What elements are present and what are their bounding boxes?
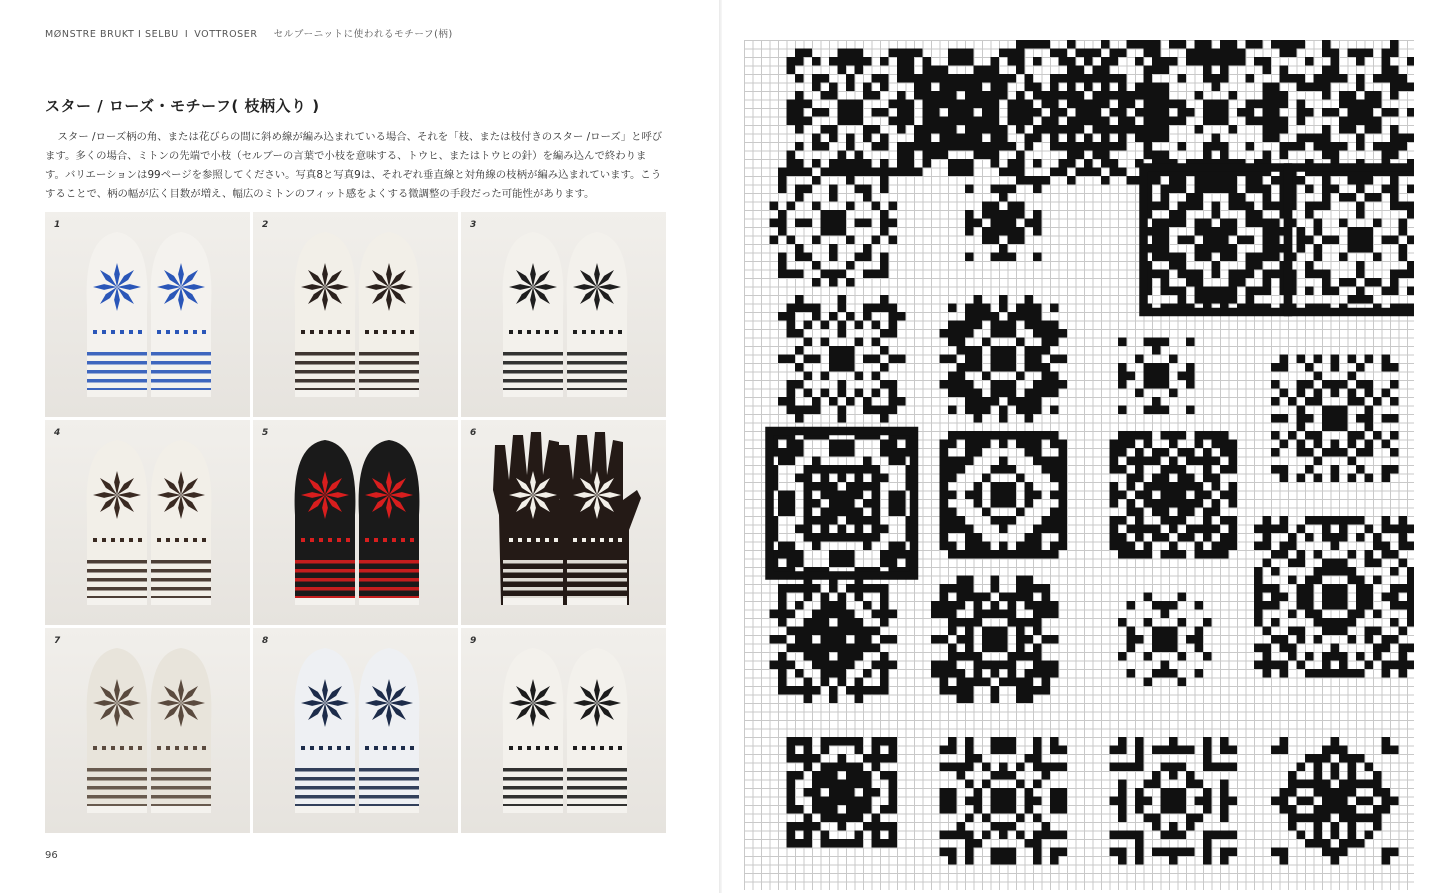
photo-9 (461, 628, 666, 833)
motif-chart (1271, 355, 1399, 483)
mitten-illustration (45, 628, 250, 833)
motif-chart (1016, 40, 1161, 185)
mitten-illustration (253, 628, 458, 833)
left-page (0, 0, 719, 893)
motif-chart (770, 576, 898, 704)
mitten-illustration (253, 420, 458, 625)
photo-number: 1 (54, 220, 61, 230)
photo-2 (253, 212, 458, 417)
motif-chart (787, 49, 915, 177)
photo-number: 8 (262, 636, 269, 646)
header-part-1: MØNSTRE BRUKT I SELBU (45, 29, 179, 40)
photo-7 (45, 628, 250, 833)
motif-chart (1288, 40, 1414, 185)
motif-chart (1271, 737, 1399, 865)
photo-4 (45, 420, 250, 625)
motif-chart (1110, 737, 1238, 865)
header-part-2: VOTTROSER (194, 29, 258, 40)
header-part-3: セルブーニットに使われるモチーフ(柄) (273, 29, 453, 40)
motif-chart (940, 431, 1068, 559)
motif-chart (1288, 168, 1414, 313)
motif-chart (770, 431, 915, 576)
photo-grid (45, 212, 666, 836)
mitten-illustration (45, 420, 250, 625)
motif-chart (778, 295, 906, 423)
motif-chart (1110, 431, 1238, 559)
photo-3 (461, 212, 666, 417)
photo-number: 2 (262, 220, 269, 230)
photo-number: 3 (470, 220, 477, 230)
motif-chart (940, 737, 1068, 865)
photo-number: 7 (54, 636, 61, 646)
section-title: スター / ローズ・モチーフ( 枝柄入り ) (45, 97, 320, 115)
mitten-illustration (45, 212, 250, 417)
photo-number: 4 (54, 428, 61, 438)
photo-5 (253, 420, 458, 625)
mitten-illustration (461, 628, 666, 833)
body-text (45, 128, 665, 204)
motif-chart (1118, 593, 1212, 687)
motif-chart (770, 159, 898, 287)
motif-charts (744, 40, 1414, 890)
photo-1 (45, 212, 250, 417)
photo-number: 9 (470, 636, 477, 646)
motif-chart (931, 576, 1059, 704)
photo-6 (461, 420, 666, 625)
running-header (45, 26, 453, 40)
header-separator: I (184, 29, 189, 40)
motif-chart (1144, 168, 1289, 313)
motif-chart (897, 49, 1025, 177)
mitten-illustration (253, 212, 458, 417)
motif-chart (1254, 516, 1414, 678)
motif-chart (787, 737, 898, 848)
motif-chart (940, 295, 1068, 423)
knitting-chart-grid (744, 40, 1414, 890)
photo-8 (253, 628, 458, 833)
glove-illustration (461, 420, 666, 625)
photo-number: 6 (470, 428, 477, 438)
mitten-illustration (461, 212, 666, 417)
motif-chart (1144, 40, 1289, 185)
motif-chart (965, 185, 1042, 262)
motif-chart (1118, 338, 1195, 415)
photo-number: 5 (262, 428, 269, 438)
body-paragraph: スター /ローズ柄の角、または花びらの間に斜め線が編み込まれている場合、それを「枝、または枝付きのスター /ローズ」と呼びます。多くの場合、ミトンの先端で小枝（セルブーの言葉で小枝を意味する、トウヒ、またはトウヒの針）を編み込んで終わります。バリエーションは99ページを参照してください。写真8と写真9は、それぞれ垂直線と対角線の枝柄が編み込まれています。こうすることで、柄の幅が広く目数が増え、幅広のミトンのフィット感をよくする微調整の手段だった可能性があります。 (45, 131, 663, 200)
page-number: 96 (45, 850, 58, 861)
